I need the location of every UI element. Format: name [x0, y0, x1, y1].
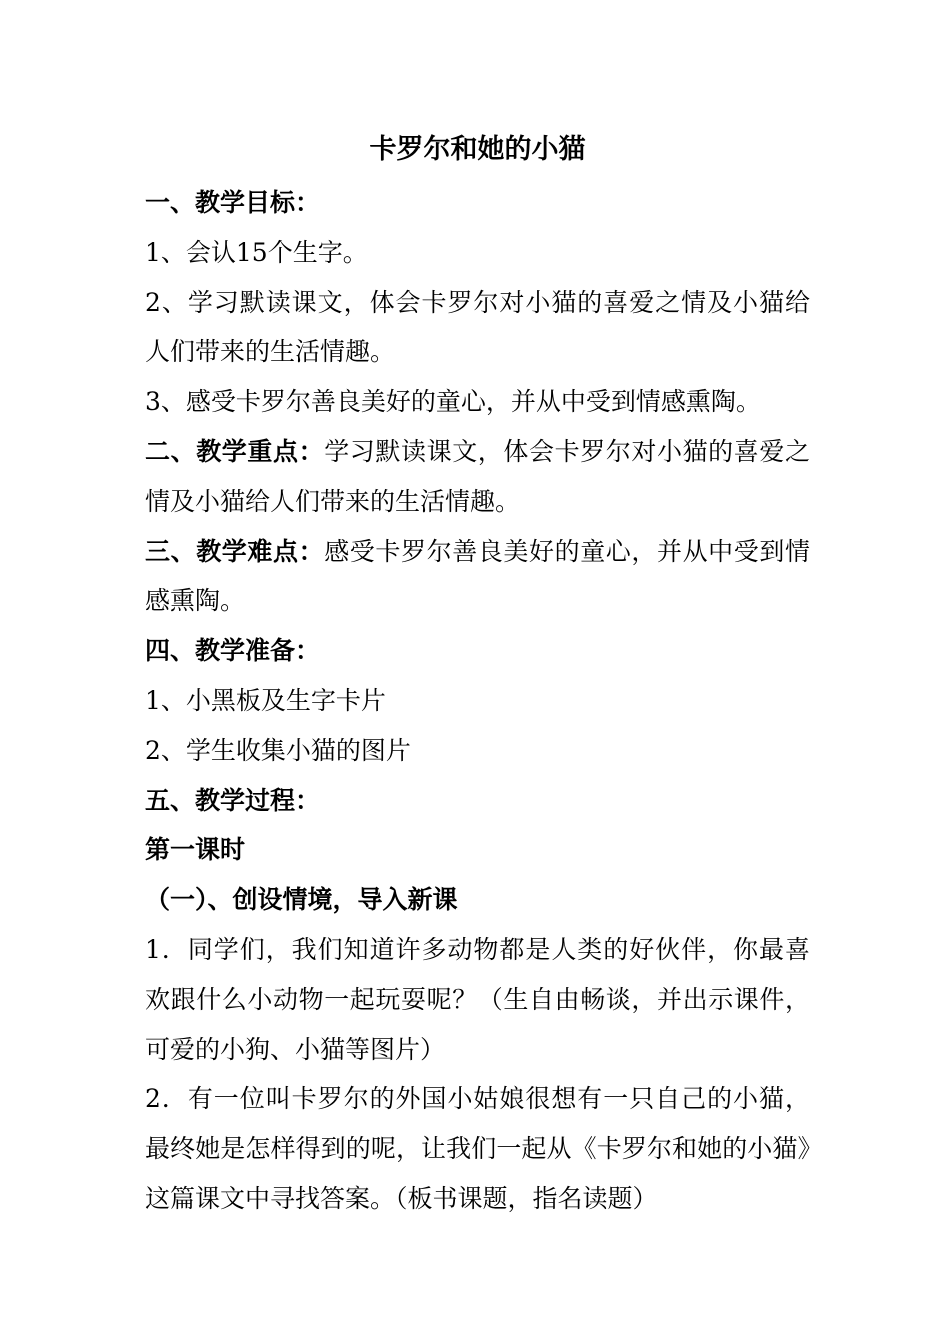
objective-item-1: 1、会认15个生字。 — [145, 237, 368, 267]
step-item-1: 1．同学们，我们知道许多动物都是人类的好伙伴，你最喜欢跟什么小动物一起玩耍呢？（生自由畅谈，并出示课件，可爱的小狗、小猫等图片） — [145, 934, 810, 1064]
difficulties-text: 感受卡罗尔善良美好的童心，并从中受到情感熏陶。 — [145, 536, 810, 616]
key-points-heading: 二、教学重点： — [145, 436, 325, 466]
difficulties-paragraph — [145, 527, 810, 627]
key-points-paragraph — [145, 427, 810, 527]
step-heading: （一）、创设情境，导入新课 — [145, 885, 458, 915]
preparation-heading: 四、教学准备： — [145, 636, 321, 666]
preparation-item-1: 1、小黑板及生字卡片 — [145, 685, 386, 715]
objective-item-2: 2、学习默读课文，体会卡罗尔对小猫的喜爱之情及小猫给人们带来的生活情趣。 — [145, 287, 810, 367]
process-heading: 五、教学过程： — [145, 785, 321, 815]
lesson-heading: 第一课时 — [145, 835, 246, 865]
step-item-2: 2．有一位叫卡罗尔的外国小姑娘很想有一只自己的小猫，最终她是怎样得到的呢，让我们一起从《卡罗尔和她的小猫》这篇课文中寻找答案。（板书课题，指名读题） — [145, 1084, 810, 1213]
document-title: 卡罗尔和她的小猫 — [369, 134, 586, 165]
key-points-text: 学习默读课文，体会卡罗尔对小猫的喜爱之情及小猫给人们带来的生活情趣。 — [145, 436, 810, 516]
document-page — [145, 128, 810, 1224]
objective-item-3: 3、感受卡罗尔善良美好的童心，并从中受到情感熏陶。 — [145, 387, 761, 417]
preparation-item-2: 2、学生收集小猫的图片 — [145, 735, 411, 765]
objectives-heading: 一、教学目标： — [145, 188, 321, 217]
difficulties-heading: 三、教学难点： — [145, 536, 325, 566]
